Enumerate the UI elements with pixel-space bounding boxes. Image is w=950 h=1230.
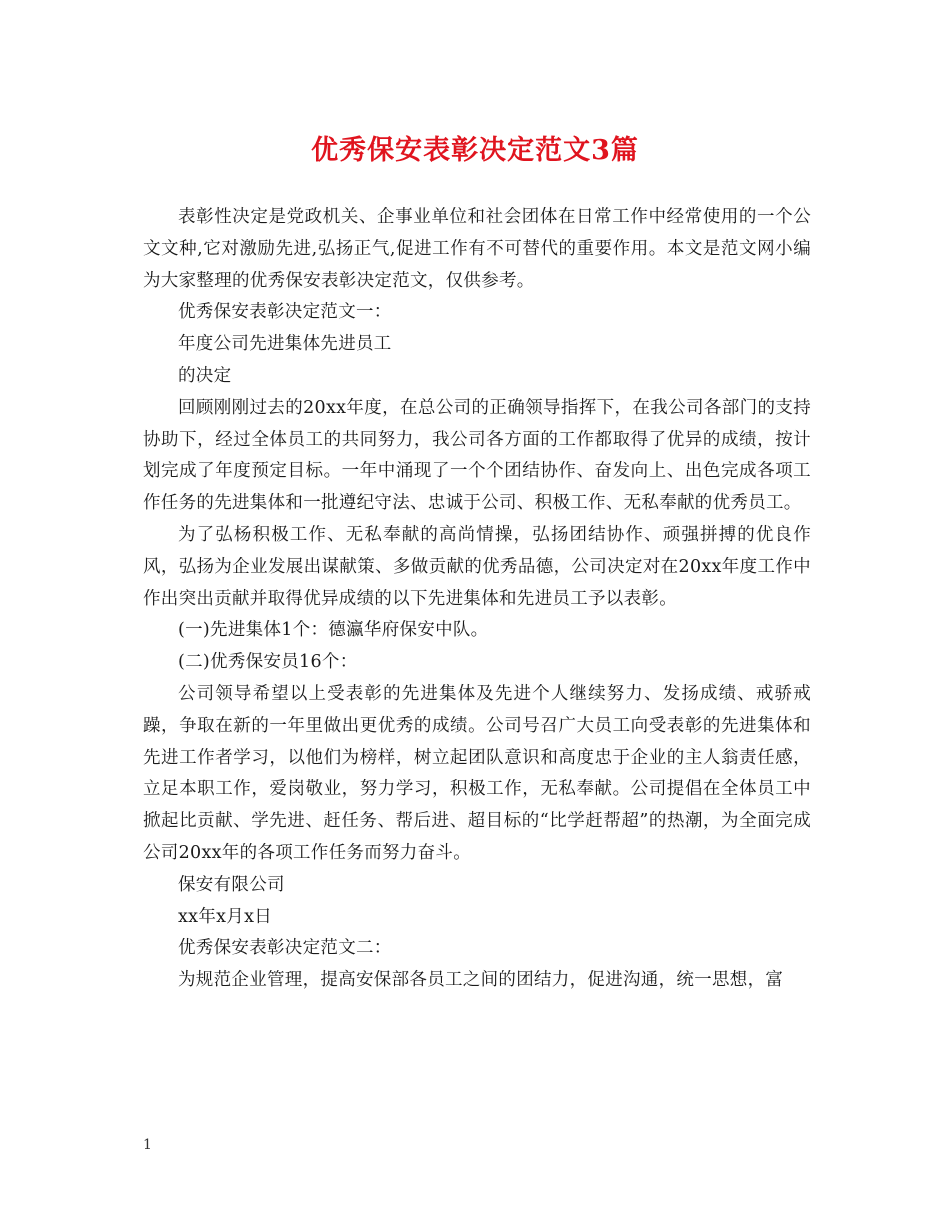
page-number: 1	[143, 1137, 152, 1153]
list-item-advanced-team: (一)先进集体1个：德瀛华府保安中队。	[178, 620, 489, 641]
signature-company: 保安有限公司	[178, 874, 285, 895]
decision-title-line-2: 的决定	[178, 365, 232, 386]
paragraph-call-to-action: 公司领导希望以上受表彰的先进集体及先进个人继续努力、发扬成绩、戒骄戒躁，争取在新的一年里做出更优秀的成绩。公司号召广大员工向受表彰的先进集体和先进工作者学习，以他们为榜样，树立起团队意识和高度忠于企业的主人翁责任感，立足本职工作，爱岗敬业，努力学习，积极工作，无私奉献。公司提倡在全体员工中掀起比贡献、学先进、赶任务、帮后进、超目标的“比学赶帮超”的热潮，为全面完成公司20xx年的各项工作任务而努力奋斗。	[143, 683, 811, 863]
signature-date: xx年x月x日	[178, 906, 273, 927]
document-title: 优秀保安表彰决定范文3篇	[311, 135, 639, 166]
section-heading-one: 优秀保安表彰决定范文一：	[178, 302, 392, 323]
document-body	[143, 202, 811, 997]
paragraph-commendation: 为了弘杨积极工作、无私奉献的高尚情操，弘扬团结协作、顽强拼搏的优良作风，弘扬为企业发展出谋献策、多做贡献的优秀品德，公司决定对在20xx年度工作中作出突出贡献并取得优异成绩的以下先进集体和先进员工予以表彰。	[143, 524, 811, 609]
paragraph-section-two-start: 为规范企业管理，提高安保部各员工之间的团结力，促进沟通，统一思想，富	[178, 970, 784, 991]
decision-title-line-1: 年度公司先进集体先进员工	[178, 334, 392, 355]
paragraph-intro: 表彰性决定是党政机关、企事业单位和社会团体在日常工作中经常使用的一个公文文种,它对激励先进,弘扬正气,促进工作有不可替代的重要作用。本文是范文网小编为大家整理的优秀保安表彰决定范文，仅供参考。	[143, 207, 811, 291]
list-item-excellent-guards: (二)优秀保安员16个：	[178, 652, 358, 673]
paragraph-review: 回顾刚刚过去的20xx年度，在总公司的正确领导指挥下，在我公司各部门的支持协助下，经过全体员工的共同努力，我公司各方面的工作都取得了优异的成绩，按计划完成了年度预定目标。一年中涌现了一个个团结协作、奋发向上、出色完成各项工作任务的先进集体和一批遵纪守法、忠诚于公司、积极工作、无私奉献的优秀员工。	[143, 397, 811, 514]
section-heading-two: 优秀保安表彰决定范文二：	[178, 938, 392, 959]
